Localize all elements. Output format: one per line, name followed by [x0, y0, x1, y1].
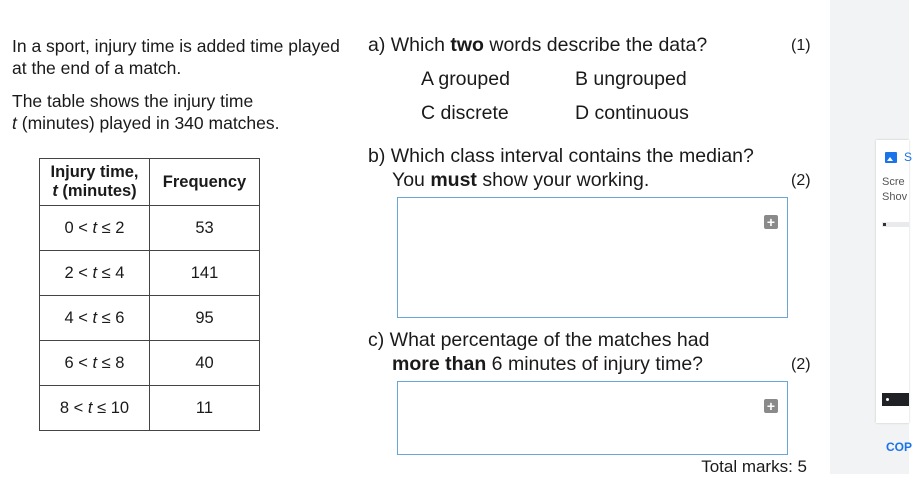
interval-hi: ≤ 4	[97, 263, 125, 282]
qc-marks: (2)	[791, 356, 811, 373]
copy-link[interactable]: COP	[886, 440, 912, 454]
interval-cell	[40, 206, 150, 251]
interval-hi: ≤ 8	[97, 353, 125, 372]
header-col1-var: t	[52, 182, 58, 200]
interval-var: t	[92, 263, 98, 282]
answer-box-c[interactable]	[397, 381, 788, 455]
screenshot-card[interactable]	[876, 140, 912, 423]
qb-marks: (2)	[791, 172, 811, 189]
interval-cell	[40, 386, 150, 431]
card-title: S	[904, 150, 912, 164]
option-b[interactable]: B ungrouped	[575, 68, 687, 90]
interval-cell	[40, 251, 150, 296]
question-b-line2	[392, 168, 649, 192]
intro-p2-var: t	[12, 113, 17, 133]
interval-cell	[40, 341, 150, 386]
image-icon	[885, 152, 897, 163]
qc-line2-bold: more than	[392, 353, 487, 375]
table-row	[40, 206, 260, 251]
interval-var: t	[92, 308, 98, 327]
option-a[interactable]: A grouped	[421, 68, 510, 90]
interval-hi: ≤ 6	[97, 308, 125, 327]
card-subtitle-1: Scre	[882, 176, 905, 188]
interval-var: t	[87, 398, 93, 417]
table-row	[40, 251, 260, 296]
intro-paragraph-2	[12, 90, 352, 134]
intro-paragraph-1: In a sport, injury time is added time played at the end of a match.	[12, 36, 340, 78]
chip-dot	[886, 398, 889, 401]
qa-bold: two	[450, 34, 484, 56]
screenshot-thumbnail	[882, 222, 909, 252]
interval-lo: 6 <	[64, 353, 93, 372]
table-row	[40, 386, 260, 431]
interval-cell	[40, 296, 150, 341]
table-row	[40, 296, 260, 341]
qa-pre: a) Which	[368, 34, 451, 56]
header-frequency: Frequency	[150, 159, 260, 206]
qb-line2-post: show your working.	[476, 169, 650, 191]
interval-lo: 0 <	[64, 218, 93, 237]
qa-marks: (1)	[791, 37, 811, 54]
question-c-line1: c) What percentage of the matches had	[368, 329, 710, 351]
header-injury-time	[40, 159, 150, 206]
qb-line2-pre: You	[392, 169, 431, 191]
dark-chip[interactable]	[882, 393, 909, 406]
interval-lo: 2 <	[64, 263, 93, 282]
interval-lo: 4 <	[64, 308, 93, 327]
interval-var: t	[92, 218, 98, 237]
frequency-cell: 40	[150, 341, 260, 386]
frequency-cell: 141	[150, 251, 260, 296]
table-header-row	[40, 159, 260, 206]
question-b-line1: b) Which class interval contains the median?	[368, 145, 754, 167]
frequency-table	[39, 158, 260, 431]
option-d[interactable]: D continuous	[575, 102, 689, 124]
option-c[interactable]: C discrete	[421, 102, 509, 124]
intro-p2-part1: The table shows the injury time	[12, 91, 254, 111]
header-col1-line1: Injury time,	[50, 163, 139, 181]
intro-p2-part2: (minutes) played in 340 matches.	[16, 113, 280, 133]
qc-line2-post: 6 minutes of injury time?	[486, 353, 704, 375]
qb-line2-bold: must	[430, 169, 477, 191]
thumbnail-bar	[882, 222, 909, 227]
interval-hi: ≤ 10	[92, 398, 130, 417]
plus-icon[interactable]: +	[764, 399, 778, 413]
answer-box-b[interactable]	[397, 197, 788, 318]
frequency-cell: 95	[150, 296, 260, 341]
plus-icon[interactable]: +	[764, 215, 778, 229]
thumbnail-dot	[883, 223, 886, 226]
header-col1-line2: (minutes)	[57, 182, 137, 200]
qa-post: words describe the data?	[483, 34, 708, 56]
interval-lo: 8 <	[59, 398, 88, 417]
frequency-cell: 11	[150, 386, 260, 431]
interval-var: t	[92, 353, 98, 372]
card-subtitle-2: Shov	[882, 191, 908, 203]
total-marks: Total marks: 5	[701, 457, 807, 476]
frequency-cell: 53	[150, 206, 260, 251]
interval-hi: ≤ 2	[97, 218, 125, 237]
question-a	[368, 33, 707, 57]
table-row	[40, 341, 260, 386]
question-c-line2	[392, 352, 703, 376]
